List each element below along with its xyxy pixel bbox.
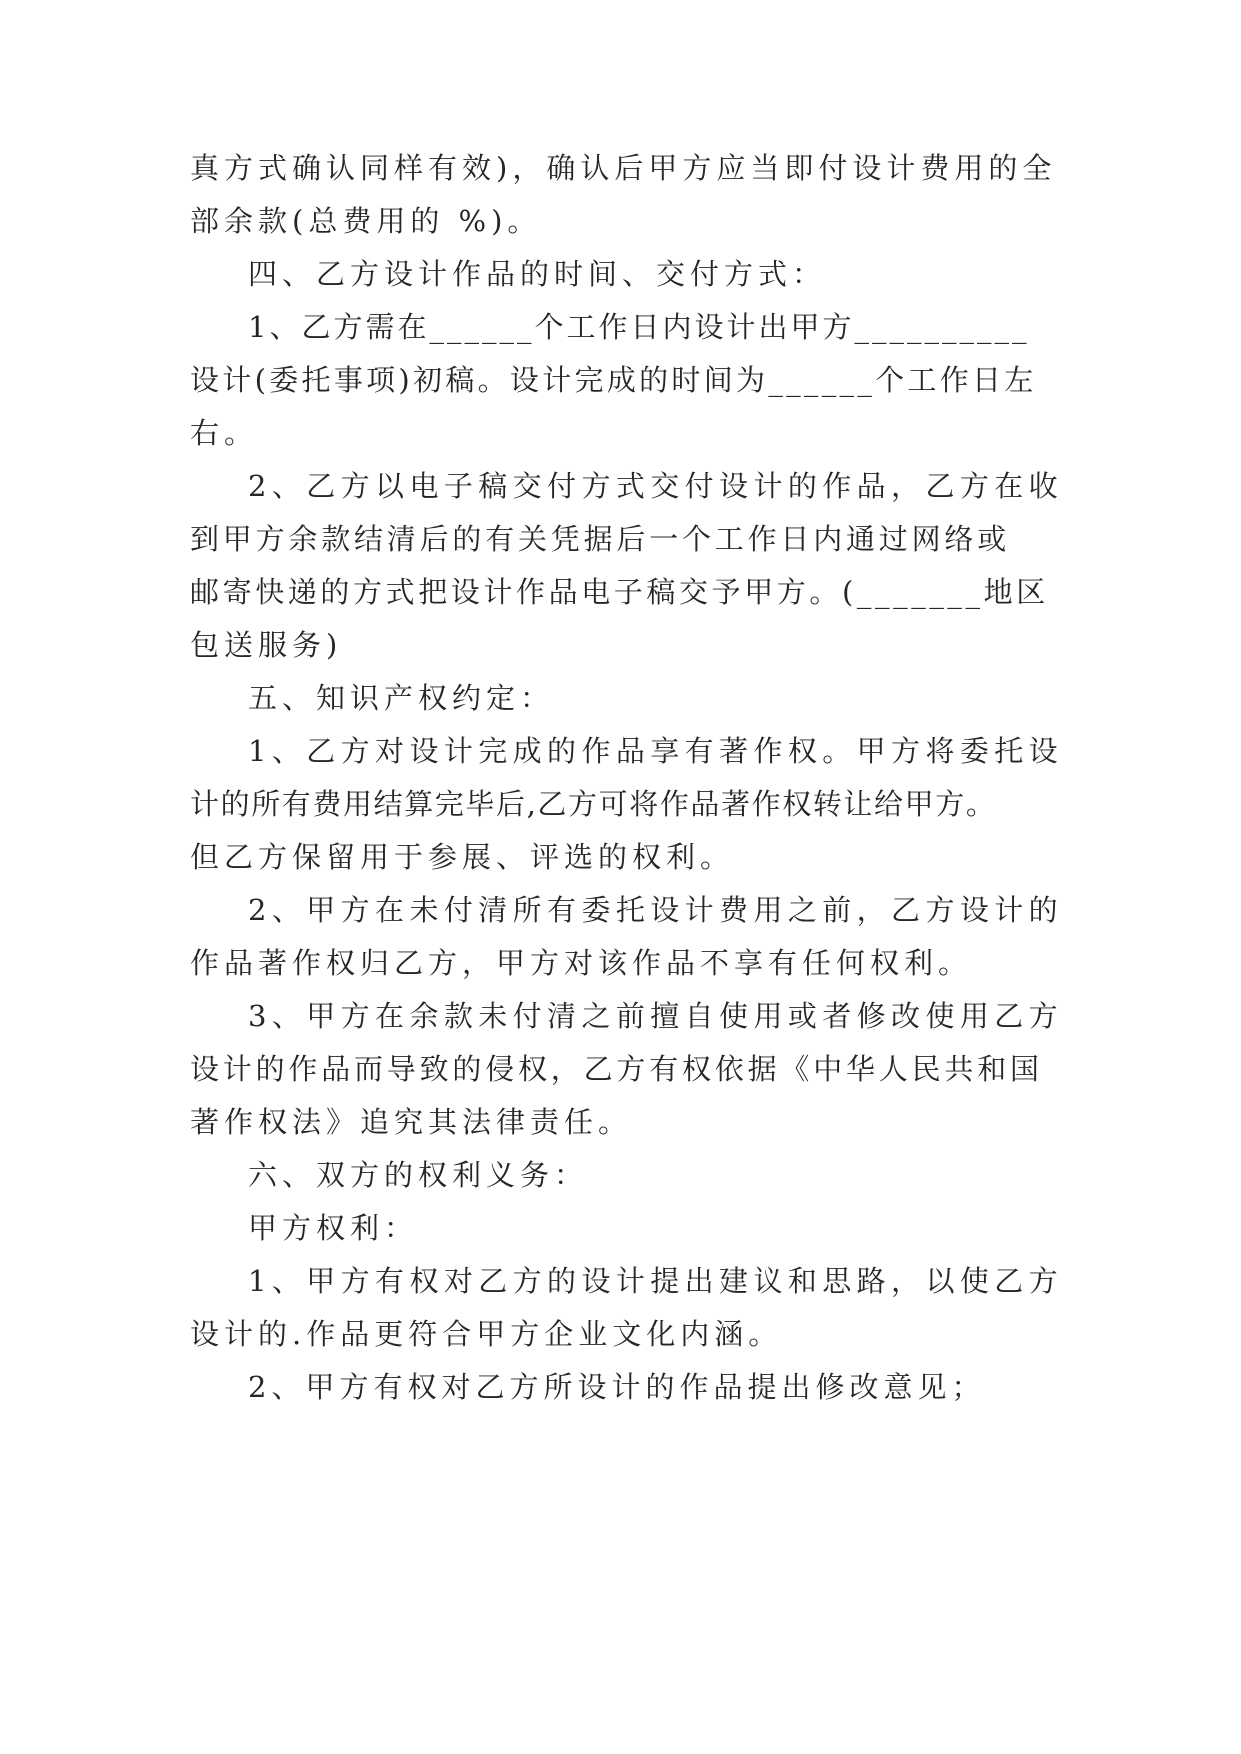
text-line: 但乙方保留用于参展、评选的权利。 [190, 840, 735, 874]
text-line: 1、乙方对设计完成的作品享有著作权。甲方将委托设 [248, 734, 1064, 768]
text-line: 邮寄快递的方式把设计作品电子稿交予甲方。(_______地区 [190, 575, 1049, 609]
text-line: 计的所有费用结算完毕后,乙方可将作品著作权转让给甲方。 [190, 787, 997, 821]
text-line: 右。 [190, 416, 259, 450]
subsection-heading: 甲方权利： [248, 1211, 419, 1245]
text-line: 2、乙方以电子稿交付方式交付设计的作品，乙方在收 [248, 469, 1064, 503]
text-line: 真方式确认同样有效)，确认后甲方应当即付设计费用的全 [190, 151, 1057, 185]
section-heading: 五、知识产权约定： [248, 681, 555, 715]
text-line: 设计的.作品更符合甲方企业文化内涵。 [190, 1317, 783, 1351]
section-heading: 四、乙方设计作品的时间、交付方式： [248, 257, 827, 291]
text-line: 部余款(总费用的 %)。 [190, 204, 542, 238]
text-line: 到甲方余款结清后的有关凭据后一个工作日内通过网络或 [190, 522, 1011, 556]
text-line: 设计(委托事项)初稿。设计完成的时间为______个工作日左 [190, 363, 1037, 397]
text-line: 设计的作品而导致的侵权，乙方有权依据《中华人民共和国 [190, 1052, 1043, 1086]
section-heading: 六、双方的权利义务： [248, 1158, 589, 1192]
text-line: 1、乙方需在______个工作日内设计出甲方__________ [248, 310, 1030, 344]
text-line: 包送服务) [190, 628, 343, 662]
text-line: 2、甲方在未付清所有委托设计费用之前，乙方设计的 [248, 893, 1064, 927]
text-line: 2、甲方有权对乙方所设计的作品提出修改意见； [248, 1370, 986, 1404]
text-line: 作品著作权归乙方，甲方对该作品不享有任何权利。 [190, 946, 973, 980]
text-line: 1、甲方有权对乙方的设计提出建议和思路，以使乙方 [248, 1264, 1064, 1298]
text-line: 著作权法》追究其法律责任。 [190, 1105, 633, 1139]
text-line: 3、甲方在余款未付清之前擅自使用或者修改使用乙方 [248, 999, 1064, 1033]
